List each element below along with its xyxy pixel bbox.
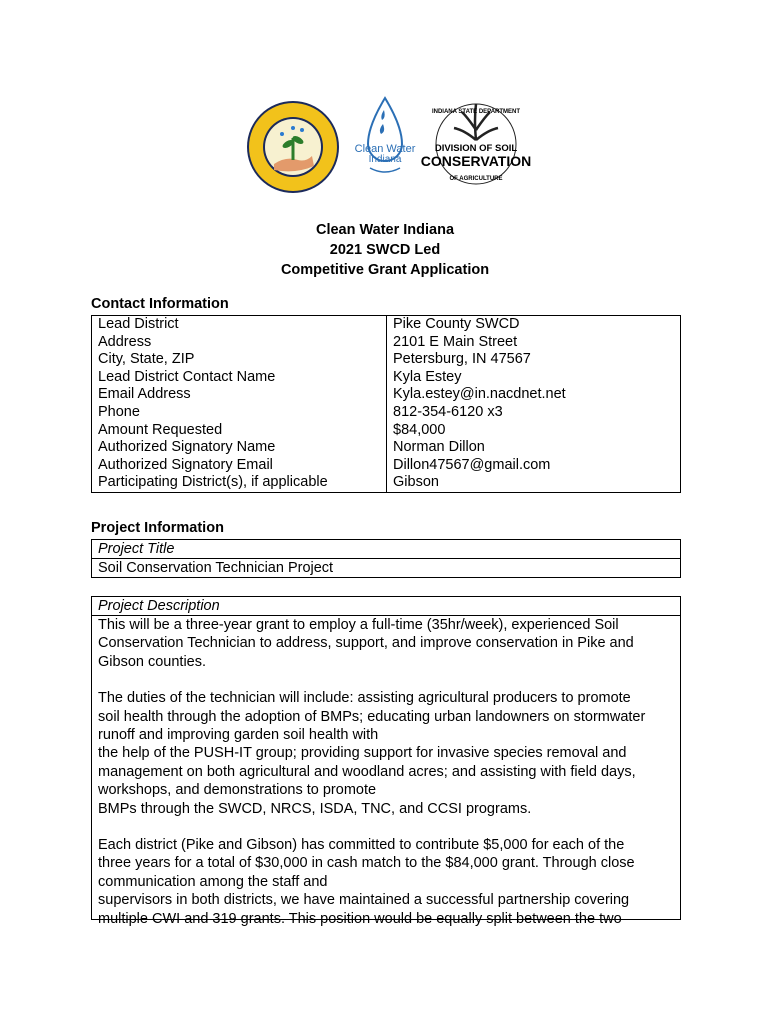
dsc-division-text: DIVISION OF SOIL (434, 143, 518, 154)
text-line: communication among the staff and (98, 873, 328, 890)
row-value: Pike County SWCD (387, 316, 681, 334)
text-line: runoff and improving garden soil health with (98, 727, 379, 744)
row-label: Lead District Contact Name (92, 369, 387, 387)
text-line: workshops, and demonstrations to promote (98, 782, 377, 799)
row-value: Petersburg, IN 47567 (387, 351, 681, 369)
description-paragraph-1 (98, 616, 674, 671)
table-row (92, 422, 681, 440)
dsc-top-text: INDIANA STATE DEPARTMENT (431, 109, 521, 115)
table-row (92, 439, 681, 457)
title-line-1: Clean Water Indiana (315, 222, 455, 238)
document-title (0, 220, 770, 280)
text-line: This will be a three-year grant to employ a full-time (35hr/week), experienced Soil (98, 617, 619, 633)
table-row (92, 386, 681, 404)
row-label: Phone (92, 404, 387, 422)
project-title-box (91, 539, 681, 578)
logo-banner (0, 96, 770, 196)
row-label: Amount Requested (92, 422, 387, 440)
soil-conservation-board-seal (246, 100, 340, 194)
dsc-conservation-text: CONSERVATION (420, 153, 532, 169)
row-label: Authorized Signatory Email (92, 457, 387, 475)
cwi-line2: Indiana (368, 154, 402, 165)
project-description-box (91, 596, 681, 927)
text-line: Each district (Pike and Gibson) has committed to contribute $5,000 for each of the (98, 837, 625, 854)
row-value: Kyla.estey@in.nacdnet.net (387, 386, 681, 404)
text-line: three years for a total of $30,000 in cash match to the $84,000 grant. Through close (98, 855, 635, 872)
table-row (92, 351, 681, 369)
text-line: Gibson counties. (98, 653, 207, 670)
text-line: BMPs through the SWCD, NRCS, ISDA, TNC, and CCSI programs. (98, 800, 532, 817)
cwi-line1: Clean Water (354, 143, 416, 155)
row-label: Address (92, 334, 387, 352)
row-label: Email Address (92, 386, 387, 404)
description-paragraph-3 (98, 836, 674, 928)
dsc-bottom-text: OF AGRICULTURE (449, 176, 503, 182)
text-line: management on both agricultural and woodland acres; and assisting with field days, (98, 763, 636, 780)
row-value: Kyla Estey (387, 369, 681, 387)
title-line-3: Competitive Grant Application (280, 262, 490, 278)
row-value: 2101 E Main Street (387, 334, 681, 352)
table-row (92, 334, 681, 352)
table-row (92, 316, 681, 334)
row-value: 812-354-6120 x3 (387, 404, 681, 422)
title-line-2: 2021 SWCD Led (329, 242, 441, 258)
clean-water-indiana-logo (350, 96, 420, 182)
row-value: Gibson (387, 474, 681, 492)
text-line: soil health through the adoption of BMPs; educating urban landowners on stormwater (98, 708, 646, 725)
row-label: City, State, ZIP (92, 351, 387, 369)
text-line: the help of the PUSH-IT group; providing support for invasive species removal and (98, 745, 627, 762)
project-description-body (92, 616, 680, 928)
row-value: $84,000 (387, 422, 681, 440)
row-value: Norman Dillon (387, 439, 681, 457)
project-heading: Project Information (91, 520, 224, 536)
project-title-value: Soil Conservation Technician Project (92, 558, 680, 577)
project-title-label: Project Title (98, 541, 175, 557)
description-paragraph-2 (98, 689, 674, 818)
row-label: Participating District(s), if applicable (92, 474, 387, 492)
row-value: Dillon47567@gmail.com (387, 457, 681, 475)
text-line: The duties of the technician will include: assisting agricultural producers to promote (98, 690, 631, 707)
division-of-soil-conservation-logo (420, 100, 532, 188)
contact-table (91, 315, 681, 493)
row-label: Authorized Signatory Name (92, 439, 387, 457)
table-row (92, 404, 681, 422)
text-line: supervisors in both districts, we have maintained a successful partnership covering (98, 892, 630, 909)
text-line: Conservation Technician to address, support, and improve conservation in Pike and (98, 635, 634, 652)
table-row (92, 474, 681, 492)
table-row (92, 369, 681, 387)
contact-heading: Contact Information (91, 296, 229, 312)
row-label: Lead District (92, 316, 387, 334)
text-line: multiple CWI and 319 grants. This position would be equally split between the two (98, 910, 622, 927)
table-row (92, 457, 681, 475)
project-description-label: Project Description (92, 597, 680, 616)
